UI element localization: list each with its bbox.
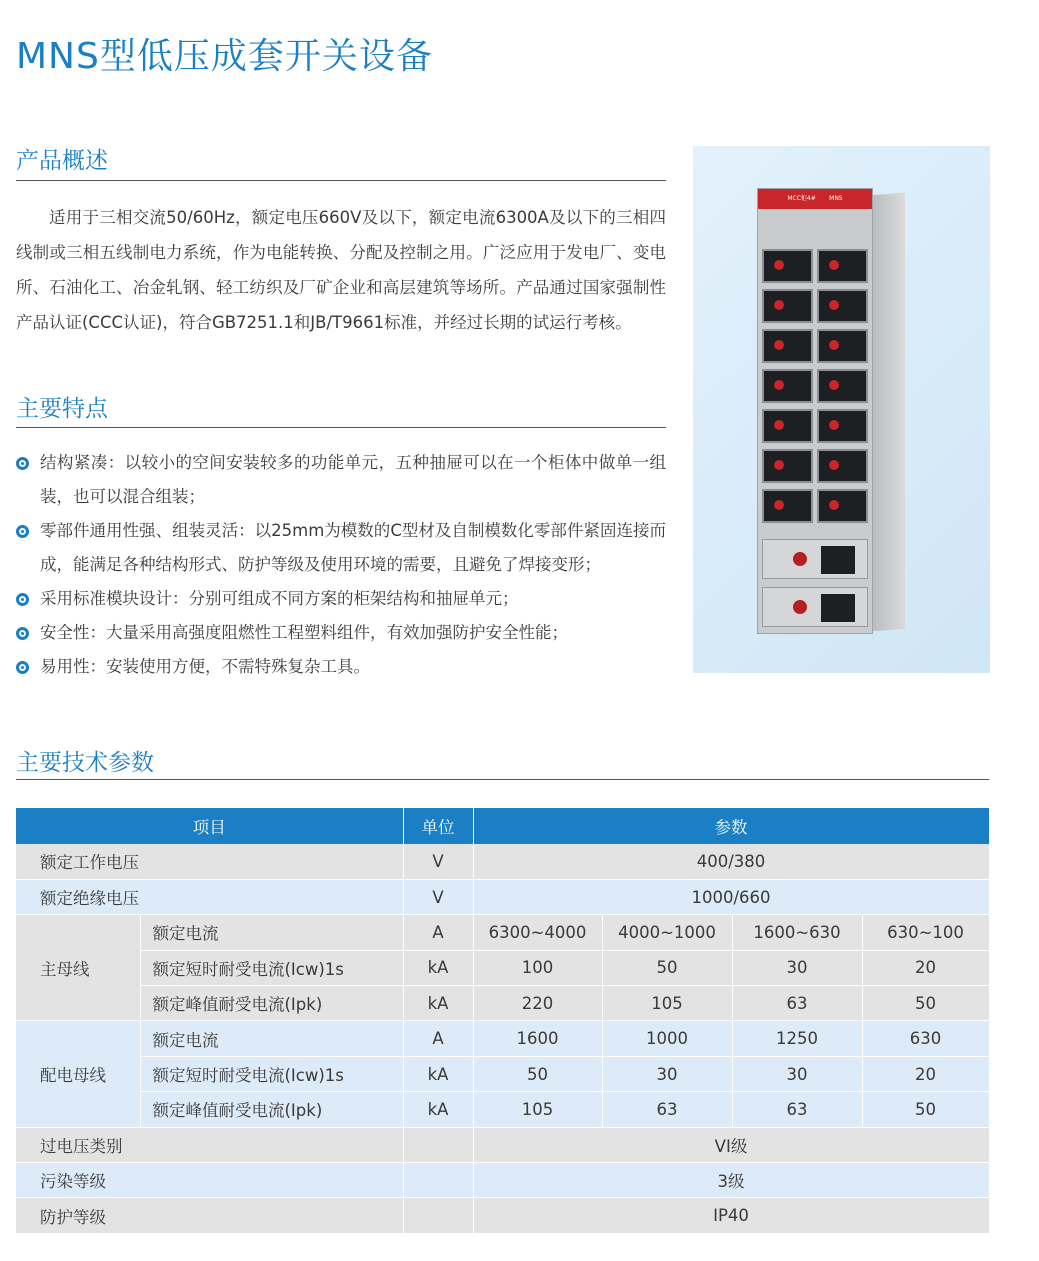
table-row: 主母线 额定电流 A 6300~4000 4000~1000 1600~630 630~100 [16,915,989,950]
cabinet-drawer [762,449,813,483]
overview-text [16,200,666,340]
cabinet-side [871,193,905,631]
cabinet-label-right: MNS [829,195,843,202]
features-divider [16,427,666,428]
header-item: 项目 [16,808,403,844]
rotary-switch-icon [793,552,807,566]
circle-bullet-icon [16,661,29,674]
cabinet-drawer [762,289,813,323]
indicator-panel [821,546,855,574]
table-row: 污染等级 3级 [16,1163,989,1198]
cabinet-drawer [762,489,813,523]
cabinet-drawer [817,329,868,363]
params-divider [16,779,989,780]
features-heading: 主要特点 [16,396,108,422]
product-photo [693,146,990,673]
overview-paragraph: 适用于三相交流50/60Hz，额定电压660V及以下，额定电流6300A及以下的三相四线制或三相五线制电力系统，作为电能转换、分配及控制之用。广泛应用于发电厂、变电所、石油化工、冶金轧钢、轻工纺织及厂矿企业和高层建筑等场所。产品通过国家强制性产品认证(CCC认证)，符合GB7251.1和JB/T9661标准，并经过长期的试运行考核。 [16,208,666,332]
table-row: 额定短时耐受电流(Icw)1s kA 50 30 30 20 [16,1056,989,1091]
rotary-switch-icon [793,600,807,614]
table-row: 额定绝缘电压 V 1000/660 [16,879,989,914]
feature-item: 零部件通用性强、组装灵活：以25mm为模数的C型材及自制模数化零部件紧固连接而成，能满足各种结构形式、防护等级及使用环境的需要，且避免了焊接变形； [16,514,666,582]
lower-unit [762,539,868,579]
indicator-panel [821,594,855,622]
parameter-table [16,808,990,1234]
table-row: 额定短时耐受电流(Icw)1s kA 100 50 30 20 [16,950,989,985]
cabinet-drawer [817,409,868,443]
cabinet-drawer [817,449,868,483]
page-title: MNS型低压成套开关设备 [16,36,433,77]
group-dist-bus: 配电母线 [16,1021,140,1127]
header-unit: 单位 [403,808,473,844]
group-main-bus: 主母线 [16,915,140,1021]
circle-bullet-icon [16,593,29,606]
table-row: 配电母线 额定电流 A 1600 1000 1250 630 [16,1021,989,1056]
cabinet-drawer [817,369,868,403]
feature-item: 易用性：安装使用方便，不需特殊复杂工具。 [16,650,666,684]
cabinet-drawer [762,409,813,443]
overview-divider [16,180,666,181]
table-row: 防护等级 IP40 [16,1198,989,1233]
cabinet-drawer [817,289,868,323]
cabinet-drawer [762,249,813,283]
table-row: 过电压类别 VI级 [16,1127,989,1162]
feature-item: 结构紧凑：以较小的空间安装较多的功能单元，五种抽屉可以在一个柜体中做单一组装，也可以混合组装； [16,446,666,514]
table-row: 额定峰值耐受电流(Ipk) kA 220 105 63 50 [16,986,989,1021]
cabinet-drawer [762,329,813,363]
circle-bullet-icon [16,627,29,640]
feature-item: 采用标准模块设计：分别可组成不同方案的柜架结构和抽屉单元； [16,582,666,616]
overview-heading: 产品概述 [16,148,108,174]
circle-bullet-icon [16,525,29,538]
cabinet-label-bar [758,189,872,209]
lower-unit [762,587,868,627]
cabinet-drawer [817,489,868,523]
table-header-row [16,808,989,844]
cabinet-front [757,188,873,634]
circle-bullet-icon [16,457,29,470]
cabinet-label-left: MCC柜4# [787,195,816,202]
table-row: 额定峰值耐受电流(Ipk) kA 105 63 63 50 [16,1092,989,1127]
cabinet-drawer [817,249,868,283]
feature-item: 安全性：大量采用高强度阻燃性工程塑料组件，有效加强防护安全性能； [16,616,666,650]
cabinet-drawer [762,369,813,403]
table-row: 额定工作电压 V 400/380 [16,844,989,879]
header-param: 参数 [473,808,989,844]
feature-list [16,446,666,684]
params-heading: 主要技术参数 [16,750,154,776]
